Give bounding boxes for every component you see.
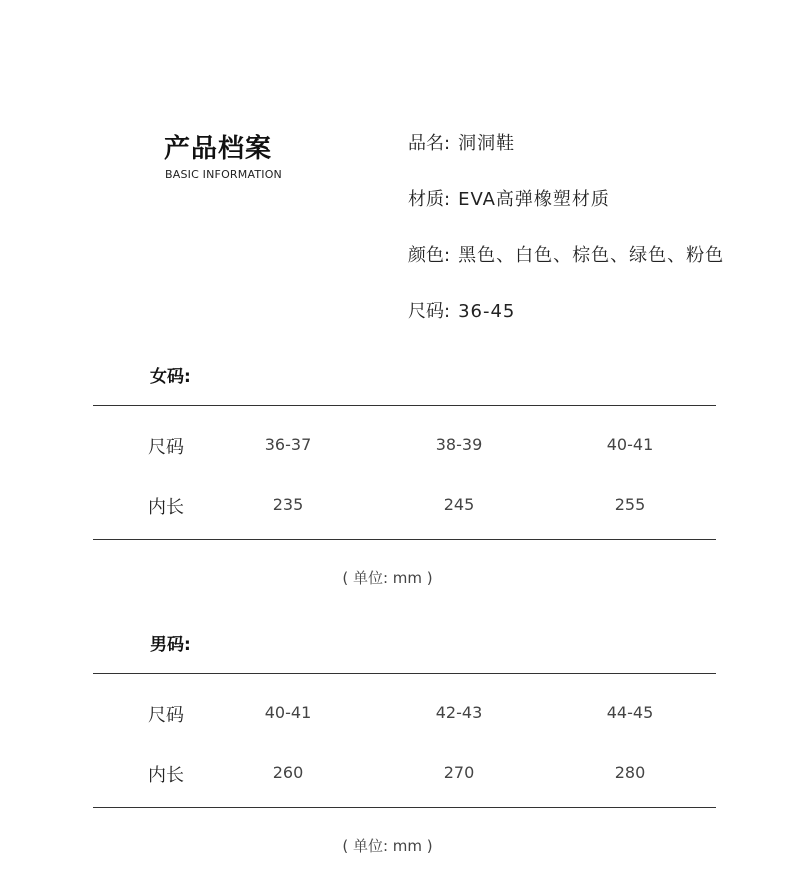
table-bottom-rule [93, 807, 716, 808]
page-title: 产品档案 [164, 134, 273, 164]
info-label: 品名: [408, 133, 451, 154]
info-value: 黑色、白色、棕色、绿色、粉色 [458, 245, 725, 266]
women-size-cell: 40-41 [606, 435, 654, 454]
men-length-cell: 270 [443, 763, 475, 782]
women-unit-note: ( 单位: mm ) [342, 569, 433, 587]
men-length-cell: 260 [272, 763, 304, 782]
men-row-label-length: 内长 [148, 765, 184, 786]
men-section-title: 男码: [150, 635, 191, 655]
women-length-cell: 255 [614, 495, 646, 514]
page-subtitle: BASIC INFORMATION [165, 168, 282, 181]
info-value: EVA高弹橡塑材质 [458, 189, 610, 210]
men-size-cell: 42-43 [435, 703, 483, 722]
info-size-range [408, 297, 515, 323]
info-colors [408, 241, 724, 267]
info-label: 颜色: [408, 245, 451, 266]
info-material [408, 185, 610, 211]
men-row-label-size: 尺码 [148, 705, 184, 726]
women-size-cell: 36-37 [264, 435, 312, 454]
info-product-name [408, 129, 515, 155]
men-size-cell: 44-45 [606, 703, 654, 722]
table-bottom-rule [93, 539, 716, 540]
women-length-cell: 245 [443, 495, 475, 514]
table-top-rule [93, 673, 716, 674]
men-length-cell: 280 [614, 763, 646, 782]
women-section-title: 女码: [150, 367, 191, 387]
info-label: 尺码: [408, 301, 451, 322]
table-top-rule [93, 405, 716, 406]
women-size-cell: 38-39 [435, 435, 483, 454]
men-size-cell: 40-41 [264, 703, 312, 722]
info-value: 36-45 [458, 301, 516, 322]
women-row-label-length: 内长 [148, 497, 184, 518]
men-unit-note: ( 单位: mm ) [342, 837, 433, 855]
info-label: 材质: [408, 189, 451, 210]
women-length-cell: 235 [272, 495, 304, 514]
info-value: 洞洞鞋 [458, 133, 516, 154]
women-row-label-size: 尺码 [148, 437, 184, 458]
